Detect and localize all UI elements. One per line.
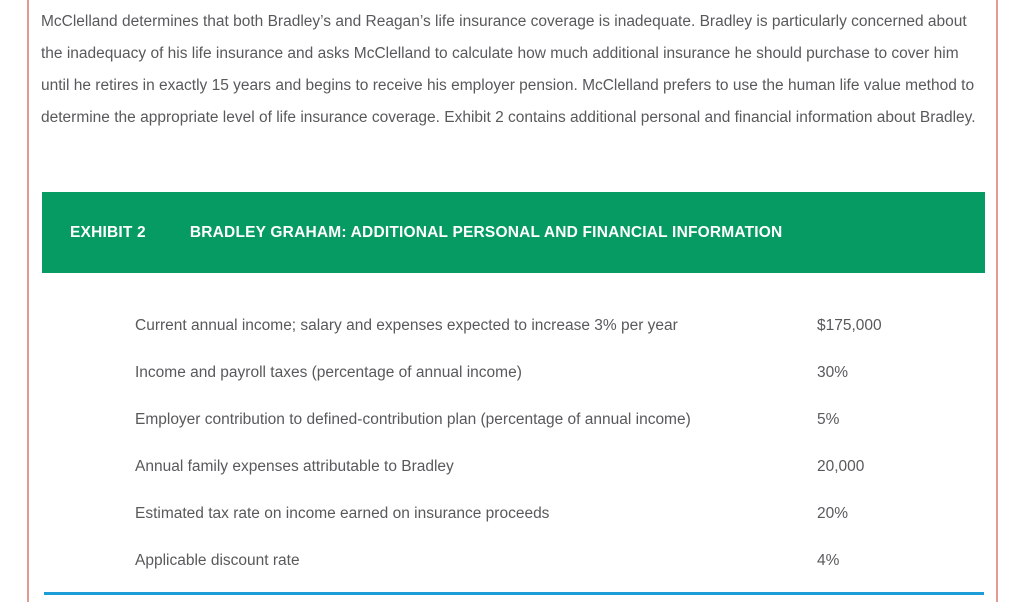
table-row (135, 490, 985, 537)
table-row (135, 396, 985, 443)
row-label: Estimated tax rate on income earned on insurance proceeds (135, 504, 550, 522)
table-row (135, 302, 985, 349)
row-value: 30% (817, 363, 849, 381)
table-row (135, 443, 985, 490)
exhibit-label: EXHIBIT 2 (70, 223, 146, 241)
row-label: Current annual income; salary and expenses expected to increase 3% per year (135, 316, 678, 334)
exhibit-title: BRADLEY GRAHAM: ADDITIONAL PERSONAL AND FINANCIAL INFORMATION (189, 223, 783, 241)
vignette-card (27, 0, 998, 602)
row-value: 5% (817, 410, 840, 428)
row-label: Income and payroll taxes (percentage of annual income) (135, 363, 522, 381)
row-value: 20% (817, 504, 849, 522)
row-label: Applicable discount rate (135, 551, 300, 569)
exhibit-banner (42, 192, 985, 273)
table-row (135, 349, 985, 396)
bottom-divider-line (44, 592, 984, 595)
row-value: 4% (817, 551, 840, 569)
row-label: Annual family expenses attributable to Bradley (135, 457, 454, 475)
row-value: $175,000 (817, 316, 882, 334)
vignette-paragraph: McClelland determines that both Bradley’s and Reagan’s life insurance coverage is inadequate. Bradley is particularly concerned about the inadequacy of his life insurance and asks McClelland to calculate how much additional insurance he should purchase to cover him until he retires in exactly 15 years and begins to receive his employer pension. McClelland prefers to use the human life value method to determine the appropriate level of life insurance coverage. Exhibit 2 contains additional personal and financial information about Bradley. (41, 13, 976, 126)
row-label: Employer contribution to defined-contribution plan (percentage of annual income) (135, 410, 691, 428)
table-row (135, 537, 985, 584)
row-value: 20,000 (817, 457, 865, 475)
exhibit-table (135, 302, 985, 584)
